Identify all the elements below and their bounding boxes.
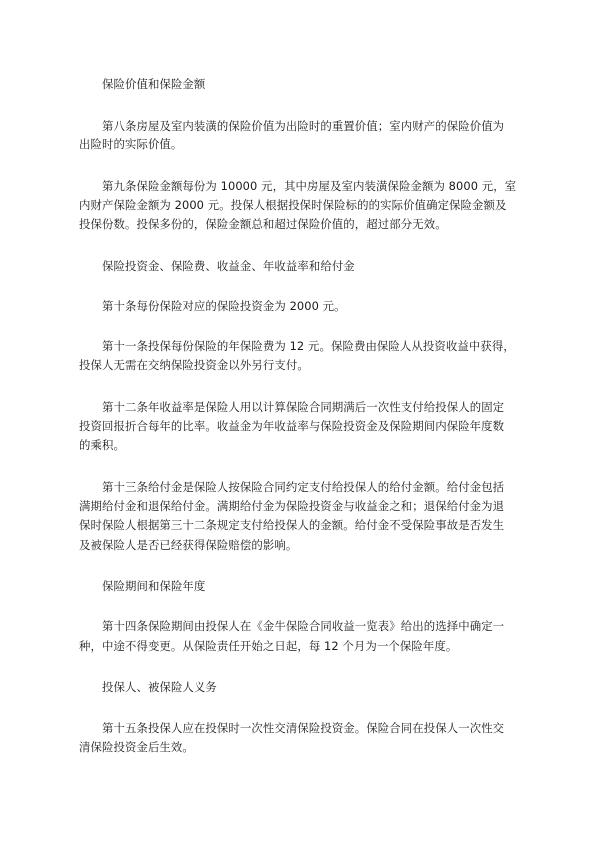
section-heading-insurance-value: 保险价值和保险金额 [102, 77, 206, 91]
article-9-line-3: 投保份数。投保多份的，保险金额总和超过保险价值的，超过部分无效。 [79, 217, 447, 231]
section-heading-period: 保险期间和保险年度 [102, 579, 206, 593]
article-8-line-1: 第八条房屋及室内装潢的保险价值为出险时的重置价值；室内财产的保险价值为 [102, 119, 505, 133]
article-9-line-2: 内财产保险金额为 2000 元。投保人根据投保时保险标的的实际价值确定保险金额及 [79, 198, 507, 212]
article-15-line-1: 第十五条投保人应在投保时一次性交清保险投资金。保险合同在投保人一次性交 [102, 721, 505, 735]
section-heading-obligations: 投保人、被保险人义务 [102, 680, 217, 694]
article-13-line-3: 保时保险人根据第三十二条规定支付给投保人的金额。给付金不受保险事故是否发生 [79, 518, 505, 532]
article-14-line-2: 种，中途不得变更。从保险责任开始之日起，每 12 个月为一个保险年度。 [79, 639, 458, 653]
section-heading-investment: 保险投资金、保险费、收益金、年收益率和给付金 [102, 259, 355, 273]
article-12-line-2: 投资回报折合每年的比率。收益金为年收益率与保险投资金及保险期间内保险年度数 [79, 419, 505, 433]
article-10-line-1: 第十条每份保险对应的保险投资金为 2000 元。 [102, 299, 346, 313]
article-11-line-1: 第十一条投保每份保险的年保险费为 12 元。保险费由保险人从投资收益中获得， [102, 339, 515, 353]
article-11-line-2: 投保人无需在交纳保险投资金以外另行支付。 [79, 358, 309, 372]
article-14-line-1: 第十四条保险期间由投保人在《金牛保险合同收益一览表》给出的选择中确定一 [102, 619, 505, 633]
article-12-line-1: 第十二条年收益率是保险人用以计算保险合同期满后一次性支付给投保人的固定 [102, 400, 505, 414]
article-13-line-4: 及被保险人是否已经获得保险赔偿的影响。 [79, 538, 298, 552]
article-8-line-2: 出险时的实际价值。 [79, 137, 183, 151]
article-13-line-2: 满期给付金和退保给付金。满期给付金为保险投资金与收益金之和；退保给付金为退 [79, 499, 505, 513]
article-13-line-1: 第十三条给付金是保险人按保险合同约定支付给投保人的给付金额。给付金包括 [102, 480, 505, 494]
article-12-line-3: 的乘积。 [79, 438, 125, 452]
article-9-line-1: 第九条保险金额每份为 10000 元，其中房屋及室内装潢保险金额为 8000 元，室 [102, 179, 517, 193]
article-15-line-2: 清保险投资金后生效。 [79, 740, 194, 754]
